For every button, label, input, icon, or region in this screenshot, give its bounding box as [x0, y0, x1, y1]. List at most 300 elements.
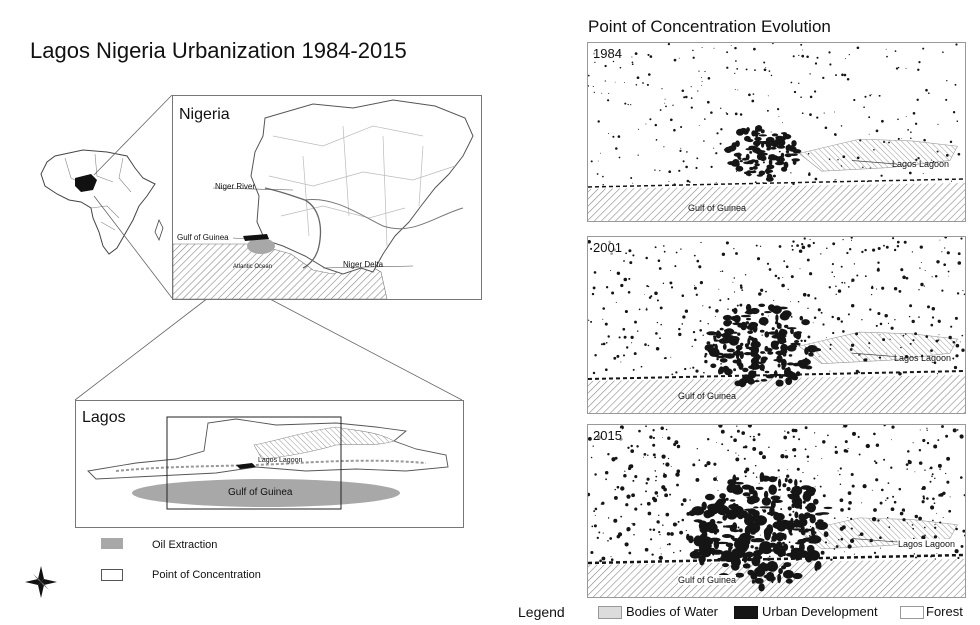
settlement-dot [683, 498, 687, 502]
settlement-dot [780, 496, 781, 497]
settlement-dot [593, 372, 595, 374]
settlement-dot [853, 99, 855, 101]
settlement-dot [848, 507, 851, 510]
settlement-dot [843, 427, 844, 428]
settlement-dot [783, 260, 785, 262]
urban-core-patch [733, 351, 743, 356]
settlement-dot [679, 150, 681, 152]
urban-core-patch [754, 163, 760, 166]
snapshot-2015-map [588, 425, 965, 597]
settlement-dot [631, 56, 632, 57]
settlement-dot [697, 448, 698, 449]
urban-core-patch [720, 358, 728, 363]
settlement-dot [671, 466, 672, 467]
settlement-dot [762, 455, 766, 459]
settlement-dot [830, 558, 832, 560]
urban-core-patch [765, 371, 770, 373]
urban-core-patch [785, 478, 788, 482]
settlement-dot [677, 446, 679, 448]
settlement-dot [698, 71, 699, 72]
settlement-dot [704, 71, 705, 72]
urban-core-patch [746, 318, 751, 320]
settlement-dot [617, 272, 620, 275]
settlement-dot [685, 96, 688, 99]
snapshot-1984-map [588, 43, 965, 221]
urban-core-patch [783, 570, 794, 579]
settlement-dot [647, 454, 648, 455]
urban-core-patch [818, 512, 829, 515]
settlement-dot [648, 512, 652, 516]
urban-core-patch [779, 329, 784, 334]
urban-core-patch [764, 331, 769, 337]
gulf-of-guinea-label: Gulf of Guinea [678, 391, 737, 401]
settlement-dot [614, 496, 618, 500]
settlement-dot [794, 91, 796, 93]
settlement-dot [664, 103, 665, 104]
settlement-dot [880, 502, 883, 505]
settlement-dot [737, 333, 740, 336]
settlement-dot [590, 321, 592, 323]
settlement-dot [914, 471, 915, 472]
settlement-dot [939, 468, 941, 470]
settlement-dot [637, 330, 638, 331]
settlement-dot [744, 470, 747, 473]
settlement-dot [700, 281, 703, 284]
settlement-dot [946, 481, 949, 484]
settlement-dot [628, 552, 631, 555]
settlement-dot [960, 434, 964, 438]
settlement-dot [632, 523, 635, 526]
urban-core-patch [743, 492, 751, 496]
settlement-dot [648, 345, 650, 347]
settlement-dot [676, 252, 678, 254]
urban-core-patch [778, 364, 781, 368]
settlement-dot [645, 490, 647, 492]
urban-core-patch [761, 142, 764, 148]
settlement-dot [934, 527, 936, 529]
settlement-dot [738, 527, 740, 529]
settlement-dot [638, 430, 641, 433]
settlement-dot [659, 337, 661, 339]
settlement-dot [593, 446, 594, 447]
settlement-dot [781, 284, 785, 288]
settlement-dot [864, 358, 867, 361]
settlement-dot [924, 285, 925, 286]
settlement-dot [601, 93, 602, 94]
gulf-of-guinea-label: Gulf of Guinea [688, 203, 747, 213]
settlement-dot [693, 57, 695, 59]
settlement-dot [778, 469, 780, 471]
settlement-dot [760, 246, 761, 247]
settlement-dot [877, 269, 880, 272]
settlement-dot [656, 139, 658, 141]
settlement-dot [895, 50, 897, 52]
settlement-dot [740, 284, 743, 287]
settlement-dot [958, 252, 961, 255]
urban-core-patch [752, 510, 760, 517]
settlement-dot [797, 468, 800, 471]
urban-core-patch [743, 513, 753, 519]
settlement-dot [922, 48, 924, 50]
lagos-lagoon-label: Lagos Lagoon [892, 159, 950, 169]
settlement-dot [961, 335, 963, 337]
settlement-dot [600, 153, 601, 154]
settlement-dot [905, 333, 907, 335]
settlement-dot [851, 344, 854, 347]
settlement-dot [891, 327, 894, 330]
urban-core-patch [780, 312, 790, 320]
settlement-dot [882, 338, 885, 341]
settlement-dot [918, 316, 920, 318]
settlement-dot [855, 332, 858, 335]
settlement-dot [789, 513, 792, 516]
settlement-dot [759, 451, 763, 455]
settlement-dot [791, 245, 793, 247]
urban-core-patch [710, 519, 716, 525]
settlement-dot [924, 527, 926, 529]
settlement-dot [915, 557, 917, 559]
settlement-dot [879, 95, 881, 97]
settlement-dot [590, 248, 592, 250]
settlement-dot [619, 336, 621, 338]
urban-core-patch [707, 341, 711, 345]
urban-core-patch [809, 347, 814, 353]
settlement-dot [869, 94, 871, 96]
urban-core-patch [771, 496, 781, 501]
settlement-dot [875, 462, 877, 464]
settlement-dot [608, 133, 609, 134]
settlement-dot [648, 73, 651, 76]
settlement-dot [699, 125, 700, 126]
settlement-dot [703, 372, 705, 374]
settlement-dot [840, 508, 844, 512]
settlement-dot [842, 525, 846, 529]
settlement-dot [633, 534, 634, 535]
urban-core-patch [760, 351, 765, 354]
settlement-dot [962, 530, 965, 533]
urban-core-patch [771, 140, 779, 147]
settlement-dot [826, 337, 827, 338]
settlement-dot [713, 148, 714, 149]
settlement-dot [791, 316, 793, 318]
urban-core-patch [738, 157, 741, 160]
settlement-dot [692, 463, 695, 466]
urban-core-patch [716, 331, 722, 338]
settlement-dot [646, 308, 647, 309]
urban-core-patch [724, 328, 734, 335]
settlement-dot [785, 450, 786, 451]
settlement-dot [718, 490, 719, 491]
settlement-dot [904, 241, 907, 244]
urban-core-patch [824, 531, 829, 537]
settlement-dot [606, 286, 608, 288]
settlement-dot [875, 478, 878, 481]
settlement-dot [788, 506, 792, 510]
settlement-dot [913, 442, 914, 443]
settlement-dot [591, 457, 593, 459]
settlement-dot [793, 436, 795, 438]
settlement-dot [696, 294, 698, 296]
settlement-dot [952, 358, 954, 360]
settlement-dot [932, 307, 936, 311]
settlement-dot [588, 437, 592, 441]
settlement-dot [707, 438, 709, 440]
settlement-dot [633, 369, 635, 371]
settlement-dot [634, 352, 637, 355]
settlement-dot [888, 323, 889, 324]
settlement-dot [662, 437, 663, 438]
settlement-dot [889, 339, 890, 340]
settlement-dot [872, 249, 875, 252]
settlement-dot [734, 291, 735, 292]
settlement-dot [788, 289, 789, 290]
settlement-dot [850, 348, 853, 351]
settlement-dot [692, 50, 694, 52]
settlement-dot [660, 324, 662, 326]
settlement-dot [663, 463, 665, 465]
urban-core-patch [760, 330, 765, 333]
settlement-dot [937, 151, 939, 153]
settlement-dot [888, 142, 890, 144]
settlement-dot [650, 295, 652, 297]
settlement-dot [823, 494, 826, 497]
settlement-dot [667, 532, 670, 535]
settlement-dot [658, 531, 660, 533]
settlement-dot [692, 367, 694, 369]
urban-core-patch [760, 155, 767, 161]
settlement-dot [695, 478, 699, 482]
urban-core-patch [768, 142, 771, 144]
settlement-dot [897, 245, 899, 247]
settlement-dot [815, 486, 816, 487]
settlement-dot [628, 104, 629, 105]
oil-extraction-key-label: Oil Extraction [152, 539, 218, 551]
lagos-lagoon-label: Lagos Lagoon [258, 457, 303, 464]
urban-core-patch [766, 561, 778, 572]
settlement-dot [690, 368, 691, 369]
settlement-dot [680, 126, 682, 128]
urban-core-patch [714, 539, 720, 550]
settlement-dot [814, 432, 815, 433]
urban-core-patch [747, 325, 752, 330]
settlement-dot [673, 443, 676, 446]
settlement-dot [762, 334, 763, 335]
settlement-dot [768, 316, 769, 317]
settlement-dot [616, 302, 617, 303]
settlement-dot [925, 89, 928, 92]
settlement-dot [727, 308, 729, 310]
settlement-dot [815, 62, 817, 64]
settlement-dot [704, 464, 707, 467]
settlement-dot [835, 286, 837, 288]
settlement-dot [654, 456, 656, 458]
settlement-dot [955, 317, 958, 320]
urban-core-patch [754, 380, 760, 382]
settlement-dot [736, 426, 737, 427]
settlement-dot [805, 426, 808, 429]
settlement-dot [643, 457, 644, 458]
settlement-dot [794, 455, 796, 457]
settlement-dot [713, 477, 717, 481]
settlement-dot [809, 113, 812, 116]
settlement-dot [856, 275, 858, 277]
settlement-dot [891, 439, 892, 440]
atlantic-ocean-label: Atlantic Ocean [233, 264, 273, 270]
settlement-dot [663, 146, 664, 147]
settlement-dot [844, 282, 846, 284]
settlement-dot [862, 166, 864, 168]
settlement-dot [808, 153, 810, 155]
urban-core-patch [787, 327, 797, 329]
settlement-dot [824, 113, 825, 114]
settlement-dot [694, 285, 695, 286]
settlement-dot [872, 517, 876, 521]
settlement-dot [588, 240, 591, 244]
urban-core-patch [786, 150, 789, 153]
urban-core-patch [771, 308, 781, 312]
settlement-dot [815, 446, 816, 447]
urban-core-patch [789, 354, 793, 357]
urban-core-patch [741, 315, 751, 317]
settlement-dot [835, 179, 836, 180]
urban-core-patch [735, 573, 744, 578]
settlement-dot [632, 254, 634, 256]
settlement-dot [605, 368, 608, 371]
settlement-dot [718, 289, 719, 290]
settlement-dot [745, 274, 746, 275]
settlement-dot [883, 245, 885, 247]
settlement-dot [860, 532, 864, 536]
settlement-dot [798, 301, 799, 302]
settlement-dot [807, 294, 810, 297]
legend-title: Legend [518, 604, 565, 620]
settlement-dot [669, 281, 672, 284]
settlement-dot [627, 447, 629, 449]
settlement-dot [848, 448, 849, 449]
settlement-dot [907, 523, 908, 524]
settlement-dot [907, 450, 910, 453]
settlement-dot [819, 356, 820, 357]
settlement-dot [668, 170, 671, 173]
settlement-dot [837, 317, 840, 320]
settlement-dot [829, 63, 831, 65]
urban-core-patch [811, 527, 815, 536]
settlement-dot [924, 469, 925, 470]
settlement-dot [936, 260, 939, 263]
settlement-dot [800, 96, 802, 98]
settlement-dot [792, 511, 794, 513]
settlement-dot [807, 335, 810, 338]
settlement-dot [864, 96, 866, 98]
settlement-dot [608, 517, 609, 518]
settlement-dot [654, 292, 658, 296]
settlement-dot [957, 292, 959, 294]
settlement-dot [880, 175, 882, 177]
urban-core-patch [731, 485, 740, 492]
settlement-dot [705, 353, 708, 356]
urban-core-patch [743, 553, 748, 563]
settlement-dot [953, 341, 956, 344]
settlement-dot [632, 183, 633, 184]
settlement-dot [868, 342, 870, 344]
urban-core-patch [752, 538, 764, 542]
settlement-dot [779, 476, 780, 477]
urban-core-patch [757, 150, 766, 153]
settlement-dot [814, 317, 817, 320]
settlement-dot [827, 435, 829, 437]
settlement-dot [937, 439, 939, 441]
settlement-dot [695, 370, 698, 373]
settlement-dot [595, 515, 596, 516]
settlement-dot [917, 69, 919, 71]
settlement-dot [616, 355, 619, 358]
urban-core-patch [804, 347, 809, 355]
settlement-dot [608, 93, 609, 94]
urban-core-patch [743, 563, 751, 568]
settlement-dot [617, 535, 621, 539]
settlement-dot [874, 552, 876, 554]
settlement-dot [736, 171, 737, 172]
settlement-dot [624, 278, 628, 282]
urban-core-patch [772, 133, 778, 136]
settlement-dot [756, 476, 758, 478]
settlement-dot [876, 289, 877, 290]
settlement-dot [753, 436, 755, 438]
settlement-dot [964, 294, 965, 296]
urban-core-patch [736, 166, 744, 172]
urban-core-patch [771, 576, 776, 580]
urban-core-patch [799, 518, 808, 527]
settlement-dot [607, 99, 609, 101]
urban-core-patch [727, 479, 734, 485]
settlement-dot [923, 173, 924, 174]
snapshot-2001 [587, 236, 966, 414]
settlement-dot [763, 509, 766, 512]
settlement-dot [721, 443, 723, 445]
settlement-dot [743, 446, 745, 448]
settlement-dot [782, 277, 783, 278]
settlement-dot [664, 493, 668, 497]
settlement-dot [645, 425, 647, 427]
settlement-dot [871, 287, 874, 290]
settlement-dot [839, 474, 841, 476]
urban-core-patch [705, 494, 715, 501]
settlement-dot [848, 491, 852, 495]
settlement-dot [683, 160, 685, 162]
settlement-dot [588, 493, 590, 497]
settlement-dot [926, 428, 927, 429]
settlement-dot [740, 113, 743, 116]
settlement-dot [594, 271, 597, 274]
urban-core-patch [698, 521, 703, 524]
settlement-dot [665, 462, 669, 466]
settlement-dot [840, 467, 842, 469]
settlement-dot [943, 517, 944, 518]
lagos-lagoon-label: Lagos Lagoon [894, 353, 952, 363]
settlement-dot [903, 335, 905, 337]
settlement-dot [859, 535, 860, 536]
settlement-dot [829, 371, 830, 372]
settlement-dot [796, 244, 799, 247]
urban-core-patch [801, 359, 811, 366]
settlement-dot [835, 451, 838, 454]
urban-core-patch [761, 379, 768, 382]
settlement-dot [887, 517, 888, 518]
urban-core-patch [759, 546, 763, 554]
settlement-dot [652, 444, 655, 447]
settlement-dot [734, 277, 736, 279]
settlement-dot [700, 320, 702, 322]
